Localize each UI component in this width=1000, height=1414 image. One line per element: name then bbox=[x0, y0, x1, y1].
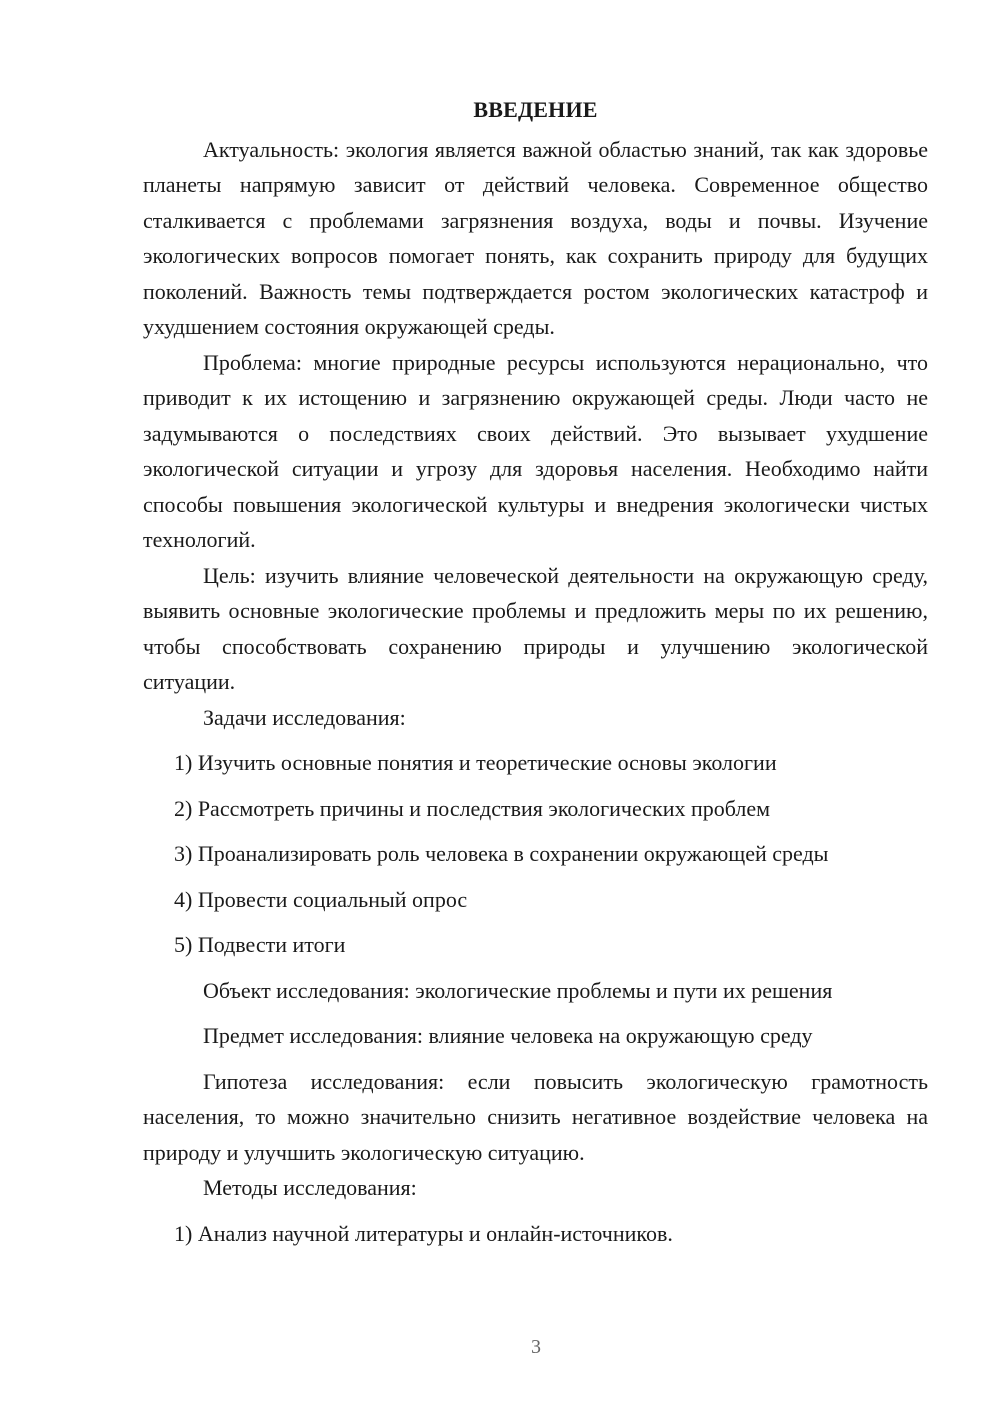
research-object: Объект исследования: экологические проблемы и пути их решения bbox=[203, 977, 833, 1003]
tasks-heading: Задачи исследования: bbox=[203, 704, 406, 730]
methods-list bbox=[143, 1216, 928, 1252]
list-item: 3) Проанализировать роль человека в сохранении окружающей среды bbox=[174, 841, 829, 866]
list-item: 1) Анализ научной литературы и онлайн-источников. bbox=[174, 1220, 673, 1246]
page-content bbox=[143, 92, 928, 1251]
tasks-list bbox=[143, 745, 928, 963]
list-item: 2) Рассмотреть причины и последствия экологических проблем bbox=[174, 795, 771, 821]
section-title: ВВЕДЕНИЕ bbox=[473, 97, 598, 122]
goal-paragraph: Цель: изучить влияние человеческой деятельности на окружающую среду, выявить основные экологические проблемы и предложить меры по их решению, чтобы способствовать сохранению природы и улучшению экологической ситуации. bbox=[143, 562, 928, 694]
problem-paragraph: Проблема: многие природные ресурсы используются нерационально, что приводит к их истощению и загрязнению окружающей среды. Люди часто не задумываются о последствиях своих действий. Это вызывает ухудшение экологической ситуации и угрозу для здоровья населения. Необходимо найти способы повышения экологической культуры и внедрения экологически чистых технологий. bbox=[143, 349, 928, 552]
hypothesis-paragraph: Гипотеза исследования: если повысить экологическую грамотность населения, то можно значительно снизить негативное воздействие человека на природу и улучшить экологическую ситуацию. bbox=[143, 1068, 928, 1165]
methods-heading: Методы исследования: bbox=[203, 1175, 417, 1200]
list-item: 5) Подвести итоги bbox=[174, 932, 346, 957]
research-subject: Предмет исследования: влияние человека на окружающую среду bbox=[203, 1023, 813, 1048]
page-number: 3 bbox=[531, 1336, 541, 1358]
list-item: 1) Изучить основные понятия и теоретические основы экологии bbox=[174, 750, 777, 775]
relevance-paragraph: Актуальность: экология является важной областью знаний, так как здоровье планеты напрямую зависит от действий человека. Современное общество сталкивается с проблемами загрязнения воздуха, воды и почвы. Изучение экологических вопросов помогает понять, как сохранить природу для будущих поколений. Важность темы подтверждается ростом экологических катастроф и ухудшением состояния окружающей среды. bbox=[143, 136, 928, 339]
list-item: 4) Провести социальный опрос bbox=[174, 886, 468, 912]
